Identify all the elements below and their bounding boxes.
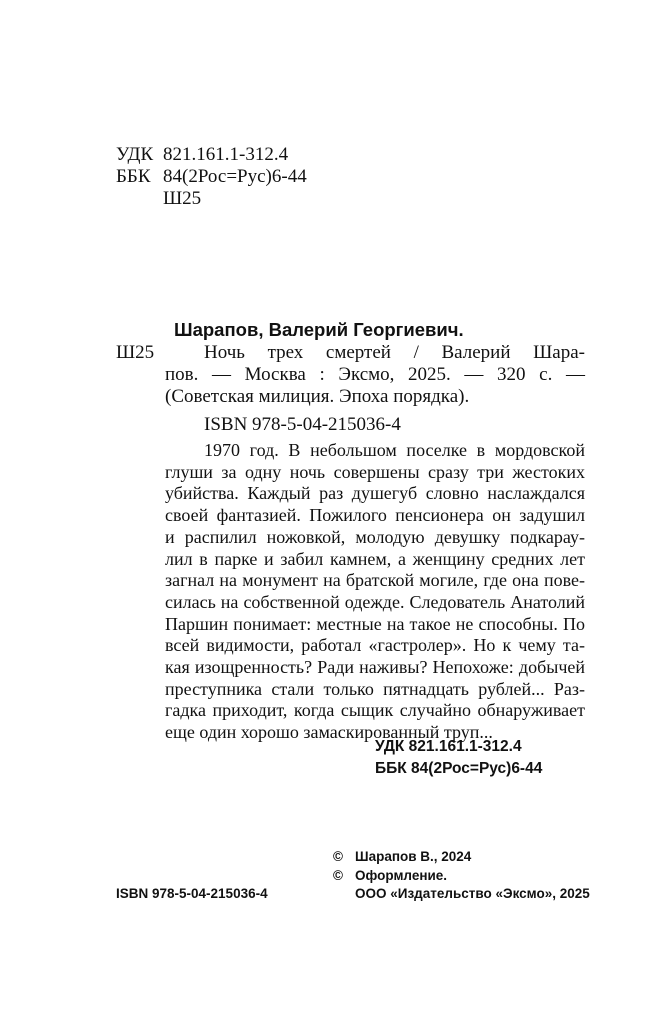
annotation-line: загнал на монумент на братской могиле, где она пове-	[165, 570, 585, 591]
isbn-line: ISBN 978-5-04-215036-4	[204, 414, 401, 435]
copyright-symbol: ©	[333, 849, 343, 864]
author-heading: Шарапов, Валерий Георгиевич.	[174, 319, 464, 340]
bottom-bbk: ББК 84(2Рос=Рус)6-44	[375, 760, 543, 777]
annotation-line: еще один хорошо замаскированный труп...	[165, 722, 493, 743]
annotation-line: и распилил ножовкой, молодую девушку подкарау-	[165, 526, 585, 547]
udk-value: 821.161.1-312.4	[163, 144, 289, 165]
annotation-line: силась на собственной одежде. Следователь Анатолий	[165, 591, 585, 612]
description-line-1: Ночь трех смертей / Валерий Шара-	[204, 342, 585, 363]
udk-label: УДК	[116, 144, 154, 165]
bottom-udk: УДК 821.161.1-312.4	[375, 738, 522, 755]
copyright-design: Оформление.	[355, 868, 448, 883]
annotation-line: убийства. Каждый раз душегуб словно наслаждался	[165, 483, 585, 504]
bbk-value: 84(2Рос=Рус)6-44	[163, 166, 307, 187]
annotation-line: преступника стали только пятнадцать рублей... Раз-	[165, 678, 585, 699]
annotation-line: гадка приходит, когда сыщик случайно обнаруживает	[165, 700, 585, 721]
footer-isbn: ISBN 978-5-04-215036-4	[116, 886, 268, 901]
copyright-symbol: ©	[333, 868, 343, 883]
annotation-line: глуши за одну ночь совершены сразу три жестоких	[165, 461, 585, 482]
annotation-line: лил в парке и забил камнем, а женщину средних лет	[165, 548, 585, 569]
side-author-mark: Ш25	[116, 342, 155, 363]
bbk-line	[116, 166, 307, 188]
description-line-3: (Советская милиция. Эпоха порядка).	[165, 386, 470, 407]
annotation-line: своей фантазией. Пожилого пенсионера он задушил	[165, 505, 585, 526]
annotation-line: всей видимости, работал «гастролер». Но к чему та-	[165, 635, 585, 656]
copyright-line-2	[333, 866, 447, 885]
description-line-2: пов. — Москва : Эксмо, 2025. — 320 с. —	[165, 364, 585, 385]
copyright-line-1	[333, 847, 471, 866]
udk-line	[116, 144, 288, 166]
annotation-line: кая изощренность? Ради наживы? Непохоже: добычей	[165, 657, 585, 677]
annotation-line: Паршин понимает: местные на такое не способны. По	[165, 613, 585, 634]
bbk-label: ББК	[116, 166, 151, 187]
annotation-line: 1970 год. В небольшом поселке в мордовской	[204, 440, 585, 460]
copyright-holder: Шарапов В., 2024	[355, 849, 472, 864]
author-mark-top: Ш25	[163, 188, 202, 209]
copyright-publisher: ООО «Издательство «Эксмо», 2025	[355, 886, 590, 901]
